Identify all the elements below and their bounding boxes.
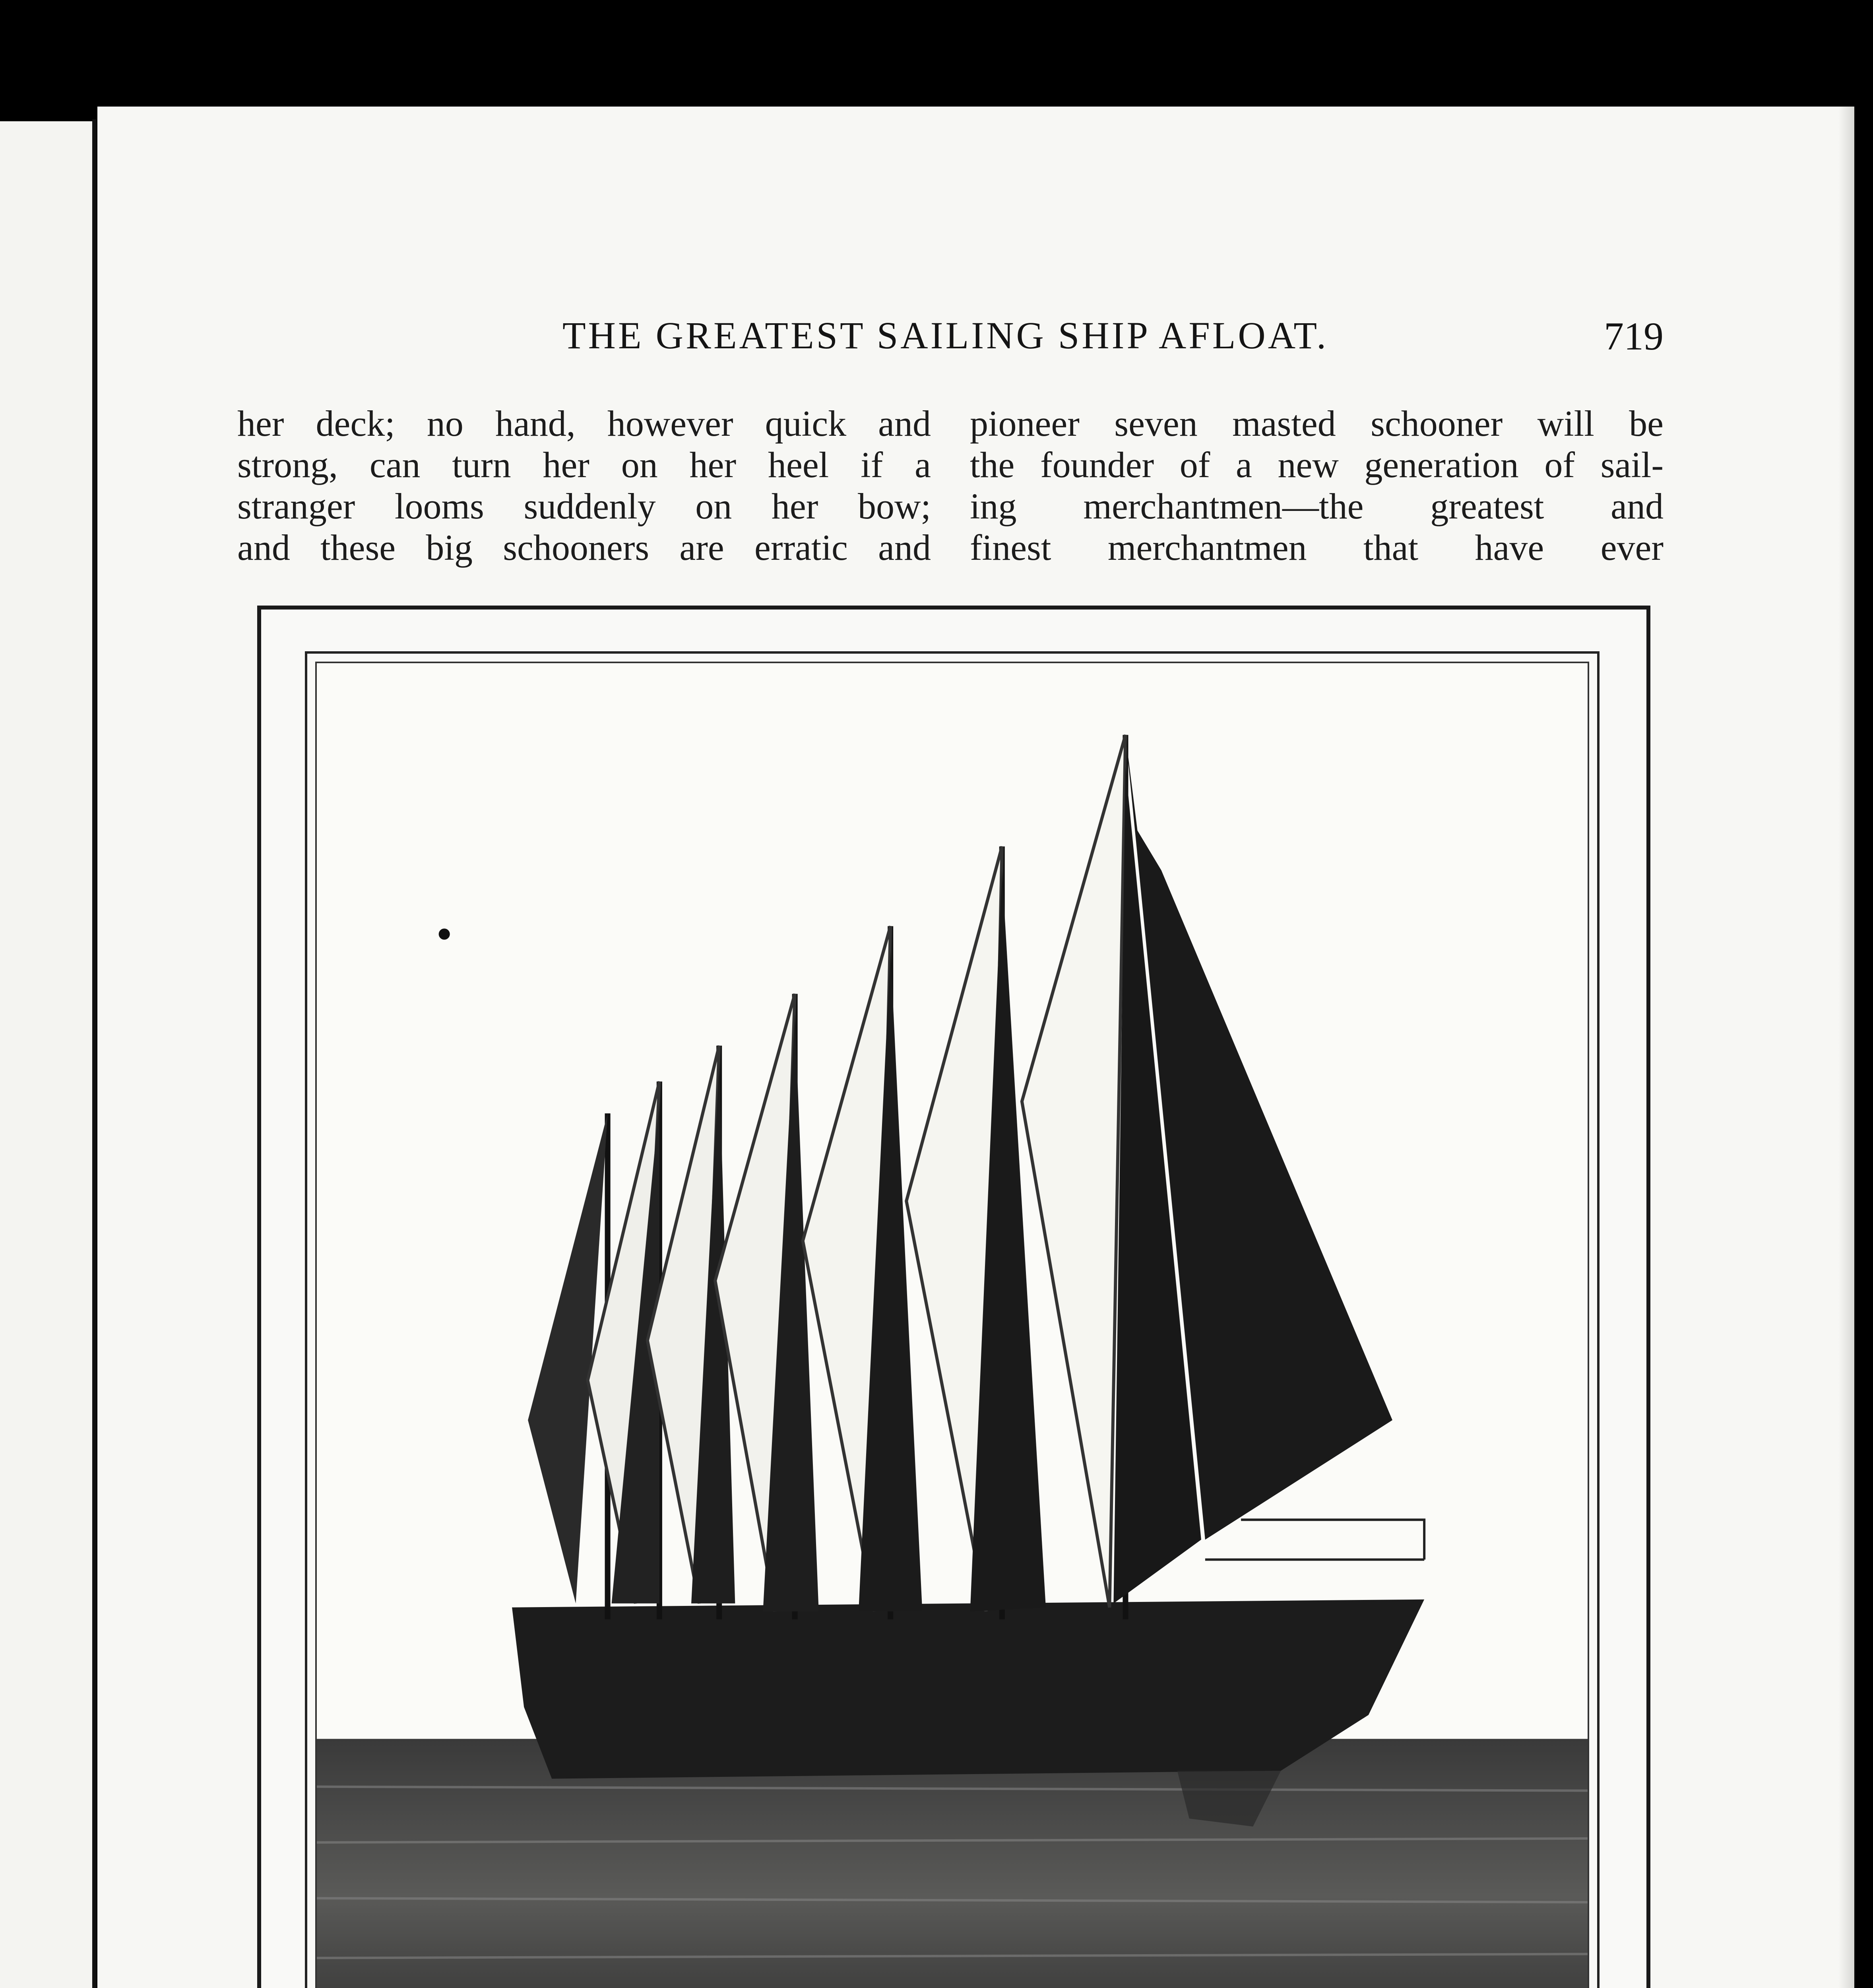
book-spine: [92, 119, 96, 1988]
text-line: pioneer seven masted schooner will be: [970, 403, 1664, 444]
schooner-illustration: [317, 663, 1588, 1988]
page-edge-shadow: [1838, 107, 1854, 1988]
top-left-column: [237, 403, 931, 568]
facing-page-edge: [0, 121, 93, 1988]
text-line: and these big schooners are erratic and: [237, 527, 931, 568]
photo-frame: [257, 606, 1650, 1988]
schooner-photo: [315, 662, 1589, 1988]
text-line: strong, can turn her on her heel if a: [237, 445, 931, 485]
photo-border: [305, 651, 1600, 1988]
running-head-title: THE GREATEST SAILING SHIP AFLOAT.: [562, 314, 1328, 357]
text-line: ing merchantmen—the greatest and: [970, 486, 1664, 526]
top-right-column: [970, 403, 1664, 568]
magazine-page: [97, 107, 1854, 1988]
text-line: finest merchantmen that have ever: [970, 527, 1664, 568]
text-line: her deck; no hand, however quick and: [237, 403, 931, 444]
text-line: stranger looms suddenly on her bow;: [237, 486, 931, 526]
page-number: 719: [1604, 314, 1664, 358]
text-line: the founder of a new generation of sail-: [970, 445, 1664, 485]
